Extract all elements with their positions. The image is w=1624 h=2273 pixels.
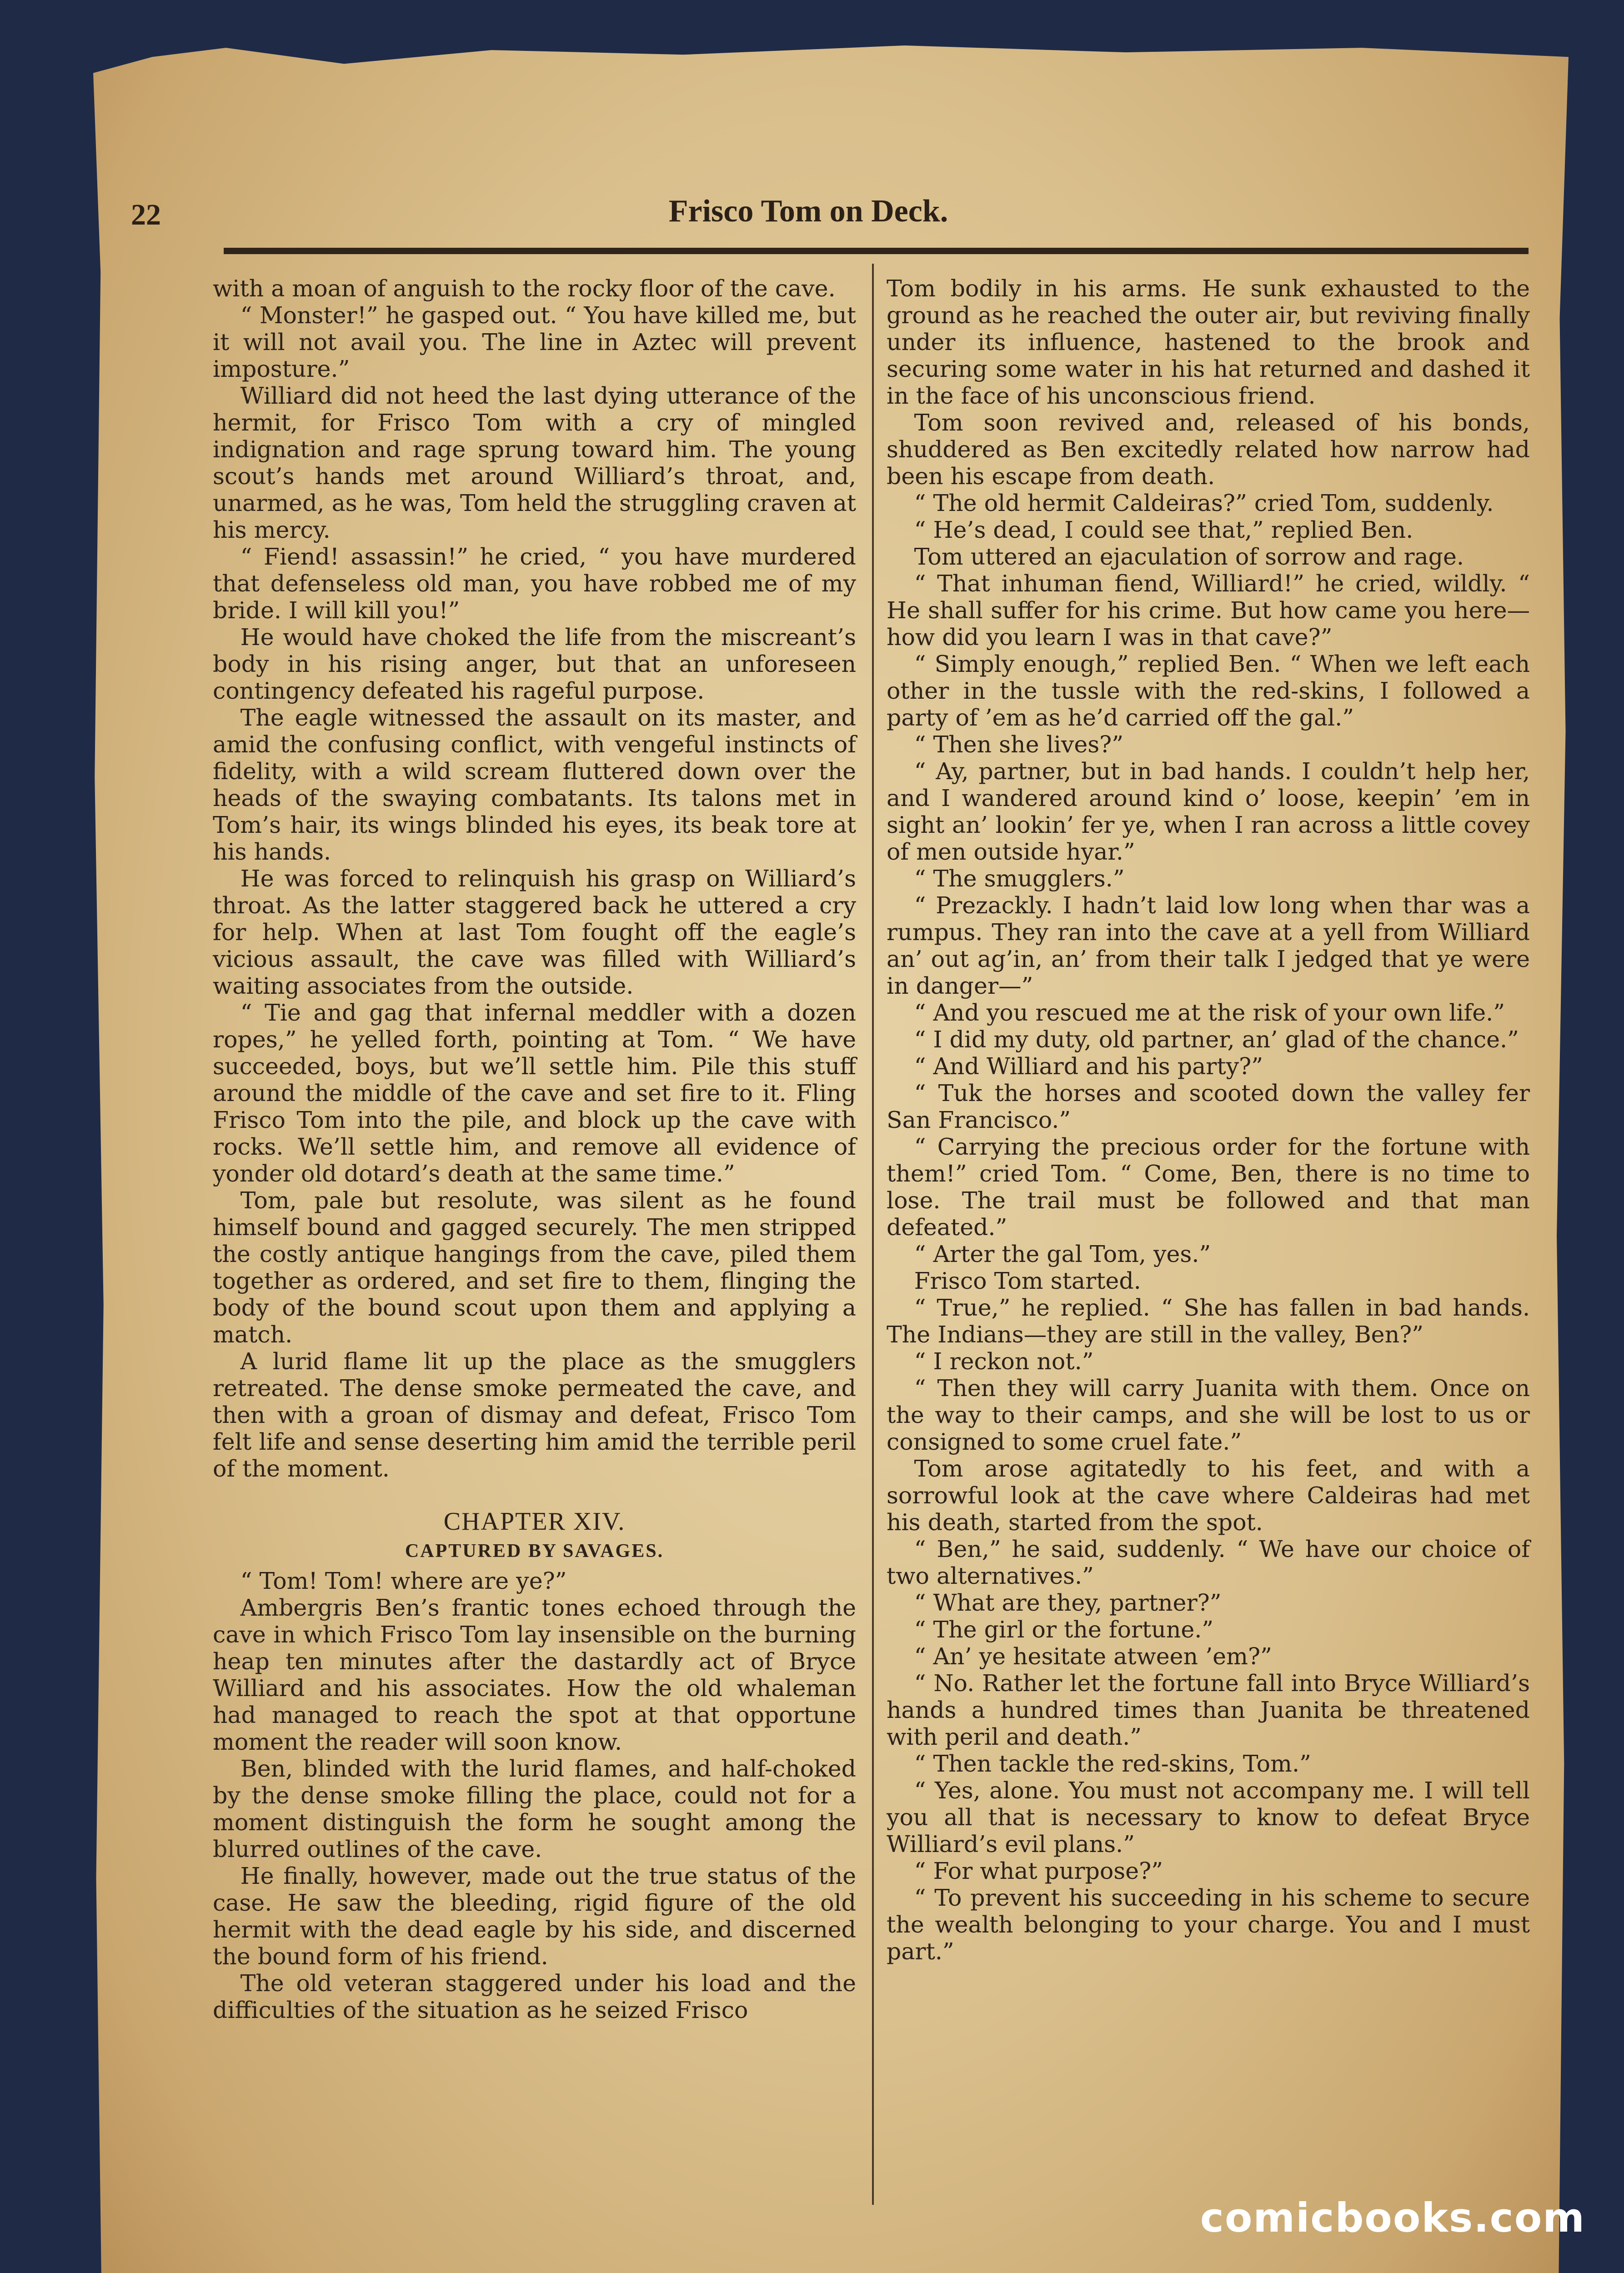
paragraph: Tom bodily in his arms. He sunk exhausted to the ground as he reached the outer air, but reviving finally under its influence, hastened to the brook and securing some water in his hat returned and dashed it in the face of his unconscious friend. (887, 275, 1530, 409)
paragraph: Frisco Tom started. (914, 1267, 1141, 1294)
paragraph: Tom soon revived and, released of his bonds, shuddered as Ben excitedly related how narrow had been his escape from death. (887, 409, 1530, 490)
paragraph: The eagle witnessed the assault on its master, and amid the confusing conflict, with vengeful instincts of fidelity, with a wild scream fluttered down over the heads of the swaying combatants. Its talons met in Tom’s hair, its wings blinded his eyes, its beak tore at his hands. (213, 704, 856, 865)
paragraph: The old veteran staggered under his load and the difficulties of the situation as he seized Frisco (213, 1970, 856, 2023)
paragraph: “ No. Rather let the fortune fall into Bryce Williard’s hands a hundred times than Juanita be threatened with peril and death.” (887, 1670, 1530, 1750)
paragraph: “ Ay, partner, but in bad hands. I couldn’t help her, and I wandered around kind o’ loose, keepin’ ’em in sight an’ lookin’ fer ye, when I ran across a little covey of men outside hyar.” (887, 758, 1530, 865)
paragraph: “ Yes, alone. You must not accompany me. I will tell you all that is necessary to know to defeat Bryce Williard’s evil plans.” (887, 1777, 1530, 1857)
paragraph: “ And Williard and his party?” (914, 1053, 1263, 1080)
paragraph: Tom arose agitatedly to his feet, and with a sorrowful look at the cave where Caldeiras had met his death, started from the spot. (887, 1455, 1530, 1536)
paragraph: with a moan of anguish to the rocky floor of the cave. (213, 275, 836, 302)
paragraph: “ The girl or the fortune.” (914, 1616, 1214, 1643)
left-text-column (213, 275, 856, 2239)
paragraph: “ Then they will carry Juanita with them. Once on the way to their camps, and she will be lost to us or consigned to some cruel fate.” (887, 1375, 1530, 1455)
site-watermark: comicbooks.com (1200, 2194, 1585, 2241)
paragraph: “ Fiend! assassin!” he cried, “ you have murdered that defenseless old man, you have robbed me of my bride. I will kill you!” (213, 543, 856, 624)
paragraph: “ He’s dead, I could see that,” replied Ben. (914, 516, 1413, 543)
paragraph: A lurid flame lit up the place as the smugglers retreated. The dense smoke permeated the cave, and then with a groan of dismay and defeat, Frisco Tom felt life and sense deserting him amid the terrible peril of the moment. (213, 1348, 856, 1482)
paragraph: “ I reckon not.” (914, 1348, 1094, 1375)
paragraph: Ambergris Ben’s frantic tones echoed through the cave in which Frisco Tom lay insensible on the burning heap ten minutes after the dastardly act of Bryce Williard and his associates. How the old whaleman had managed to reach the spot at that opportune moment the reader will soon know. (213, 1594, 856, 1755)
paragraph: “ Then tackle the red-skins, Tom.” (914, 1750, 1311, 1777)
header-rule (224, 248, 1529, 254)
paragraph: “ That inhuman fiend, Williard!” he cried, wildly. “ He shall suffer for his crime. But how came you here—how did you learn I was in that cave?” (887, 570, 1530, 651)
paragraph: He was forced to relinquish his grasp on Williard’s throat. As the latter staggered back he uttered a cry for help. When at last Tom fought off the eagle’s vicious assault, the cave was filled with Williard’s waiting associates from the outside. (213, 865, 856, 999)
chapter-title: CHAPTER XIV. (443, 1507, 626, 1536)
paragraph: “ Ben,” he said, suddenly. “ We have our choice of two alternatives.” (887, 1536, 1530, 1589)
paragraph: “ Tom! Tom! where are ye?” (240, 1567, 567, 1594)
paragraph: “ The old hermit Caldeiras?” cried Tom, suddenly. (914, 490, 1494, 516)
paragraph: “ What are they, partner?” (914, 1589, 1222, 1616)
paragraph: “ Then she lives?” (914, 731, 1124, 758)
paragraph: “ I did my duty, old partner, an’ glad of the chance.” (914, 1026, 1519, 1053)
paragraph: Williard did not heed the last dying utterance of the hermit, for Frisco Tom with a cry of mingled indignation and rage sprung toward him. The young scout’s hands met around Williard’s throat, and, unarmed, as he was, Tom held the struggling craven at his mercy. (213, 382, 856, 543)
column-divider (872, 264, 874, 2205)
page-number: 22 (131, 198, 161, 231)
paragraph: He finally, however, made out the true status of the case. He saw the bleeding, rigid figure of the old hermit with the dead eagle by his side, and discerned the bound form of his friend. (213, 1862, 856, 1970)
paragraph: Tom uttered an ejaculation of sorrow and rage. (914, 543, 1464, 570)
paragraph: “ Prezackly. I hadn’t laid low long when thar was a rumpus. They ran into the cave at a yell from Williard an’ out ag’in, an’ from their talk I jedged that ye were in danger—” (887, 892, 1530, 999)
paragraph: “ Simply enough,” replied Ben. “ When we left each other in the tussle with the red-skins, I followed a party of ’em as he’d carried off the gal.” (887, 651, 1530, 731)
paragraph: “ The smugglers.” (914, 865, 1125, 892)
paragraph: Ben, blinded with the lurid flames, and half-choked by the dense smoke filling the place, could not for a moment distinguish the form he sought among the blurred outlines of the cave. (213, 1755, 856, 1862)
paragraph: He would have choked the life from the miscreant’s body in his rising anger, but that an unforeseen contingency defeated his rageful purpose. (213, 624, 856, 704)
right-text-column (887, 275, 1530, 2239)
paragraph: “ And you rescued me at the risk of your own life.” (914, 999, 1505, 1026)
paragraph: “ Tie and gag that infernal meddler with a dozen ropes,” he yelled forth, pointing at Tom. “ We have succeeded, boys, but we’ll settle him. Pile this stuff around the middle of the cave and set fire to it. Fling Frisco Tom into the pile, and block up the cave with rocks. We’ll settle him, and remove all evidence of yonder old dotard’s death at the same time.” (213, 999, 856, 1187)
paragraph: Tom, pale but resolute, was silent as he found himself bound and gagged securely. The men stripped the costly antique hangings from the cave, piled them together as ordered, and set fire to them, flinging the body of the bound scout upon them and applying a match. (213, 1187, 856, 1348)
paragraph: “ An’ ye hesitate atween ’em?” (914, 1643, 1272, 1670)
chapter-subtitle: CAPTURED BY SAVAGES. (405, 1541, 664, 1562)
paragraph: “ Tuk the horses and scooted down the valley fer San Francisco.” (887, 1080, 1530, 1133)
paragraph: “ To prevent his succeeding in his scheme to secure the wealth belonging to your charge. You and I must part.” (887, 1884, 1530, 1965)
paragraph: “ Arter the gal Tom, yes.” (914, 1241, 1211, 1267)
paragraph: “ For what purpose?” (914, 1857, 1163, 1884)
paragraph: “ Carrying the precious order for the fortune with them!” cried Tom. “ Come, Ben, there is no time to lose. The trail must be followed and that man defeated.” (887, 1133, 1530, 1241)
paragraph: “ Monster!” he gasped out. “ You have killed me, but it will not avail you. The line in Aztec will prevent imposture.” (213, 302, 856, 382)
running-title: Frisco Tom on Deck. (668, 194, 948, 229)
page-header (131, 193, 1486, 234)
paragraph: “ True,” he replied. “ She has fallen in bad hands. The Indians—they are still in the valley, Ben?” (887, 1294, 1530, 1348)
